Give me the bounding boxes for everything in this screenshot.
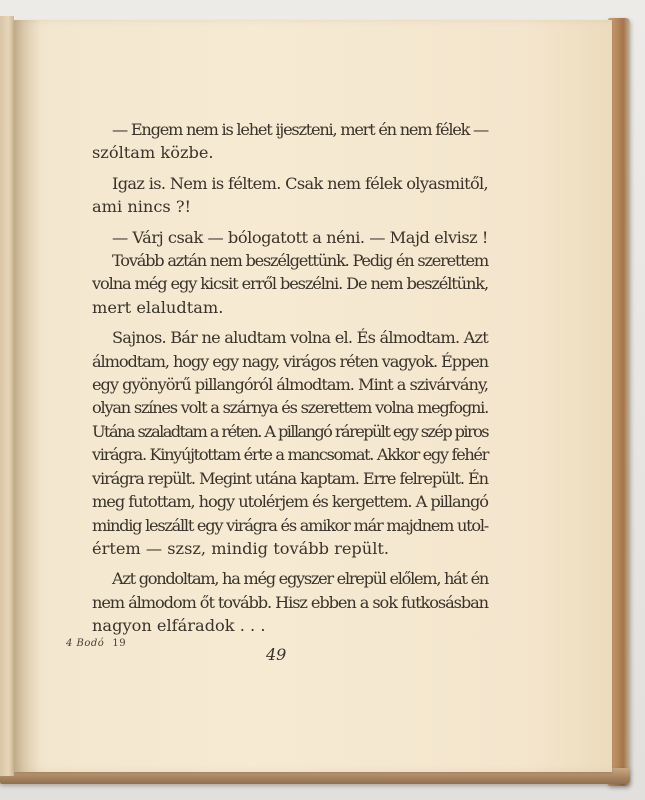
text-line: álmodtam, hogy egy nagy, virágos réten vagyok. Éppen [92,351,488,371]
text-line: mindig leszállt egy virágra és amikor már majdnem utol- [92,515,488,535]
spine-shadow [14,20,40,772]
text-line: — Várj csak — bólogatott a néni. — Majd elvisz ! [112,227,488,247]
text-line: nagyon elfáradok . . . [92,616,266,636]
text-line: volna még egy kicsit erről beszélni. De nem beszéltünk, [92,274,488,294]
text-line: ami nincs ?! [92,197,192,217]
text-line: egy gyönyörű pillangóról álmodtam. Mint a szivárvány, [92,375,489,395]
left-page-edge [0,16,14,776]
text-line: Igaz is. Nem is féltem. Csak nem félek olyasmitől, [112,173,489,193]
page-number: 49 [266,645,287,664]
text-line: virágra. Kinyújtottam érte a mancsomat. Akkor egy fehér [92,445,488,465]
text-line: meg futottam, hogy utolérjem és kergettem. A pillangó [92,492,488,512]
text-line: Sajnos. Bár ne aludtam volna el. És álmodtam. Azt [112,328,488,348]
body-text [92,118,488,638]
text-line: — Engem nem is lehet ijeszteni, mert én nem félek — [112,120,488,139]
text-line: nem álmodom őt tovább. Hisz ebben a sok futkosásban [92,592,488,612]
text-line: szóltam közbe. [92,143,214,163]
signature-mark: 4 Bodó [66,638,105,649]
text-line: virágra repült. Megint utána kaptam. Erre felrepült. Én [92,468,488,488]
text-line: Azt gondoltam, ha még egyszer elrepül előlem, hát én [112,569,489,589]
text-line: Utána szaladtam a réten. A pillangó rárepült egy szép piros [92,421,488,441]
signature-number: 19 [112,638,127,649]
text-line: Tovább aztán nem beszélgettünk. Pedig én szerettem [112,251,489,271]
text-line: olyan színes volt a szárnya és szerettem volna megfogni. [92,398,488,418]
text-line: értem — szsz, mindig tovább repült. [92,538,390,558]
text-line: mert elaludtam. [92,297,224,317]
printer-signature [66,638,126,649]
